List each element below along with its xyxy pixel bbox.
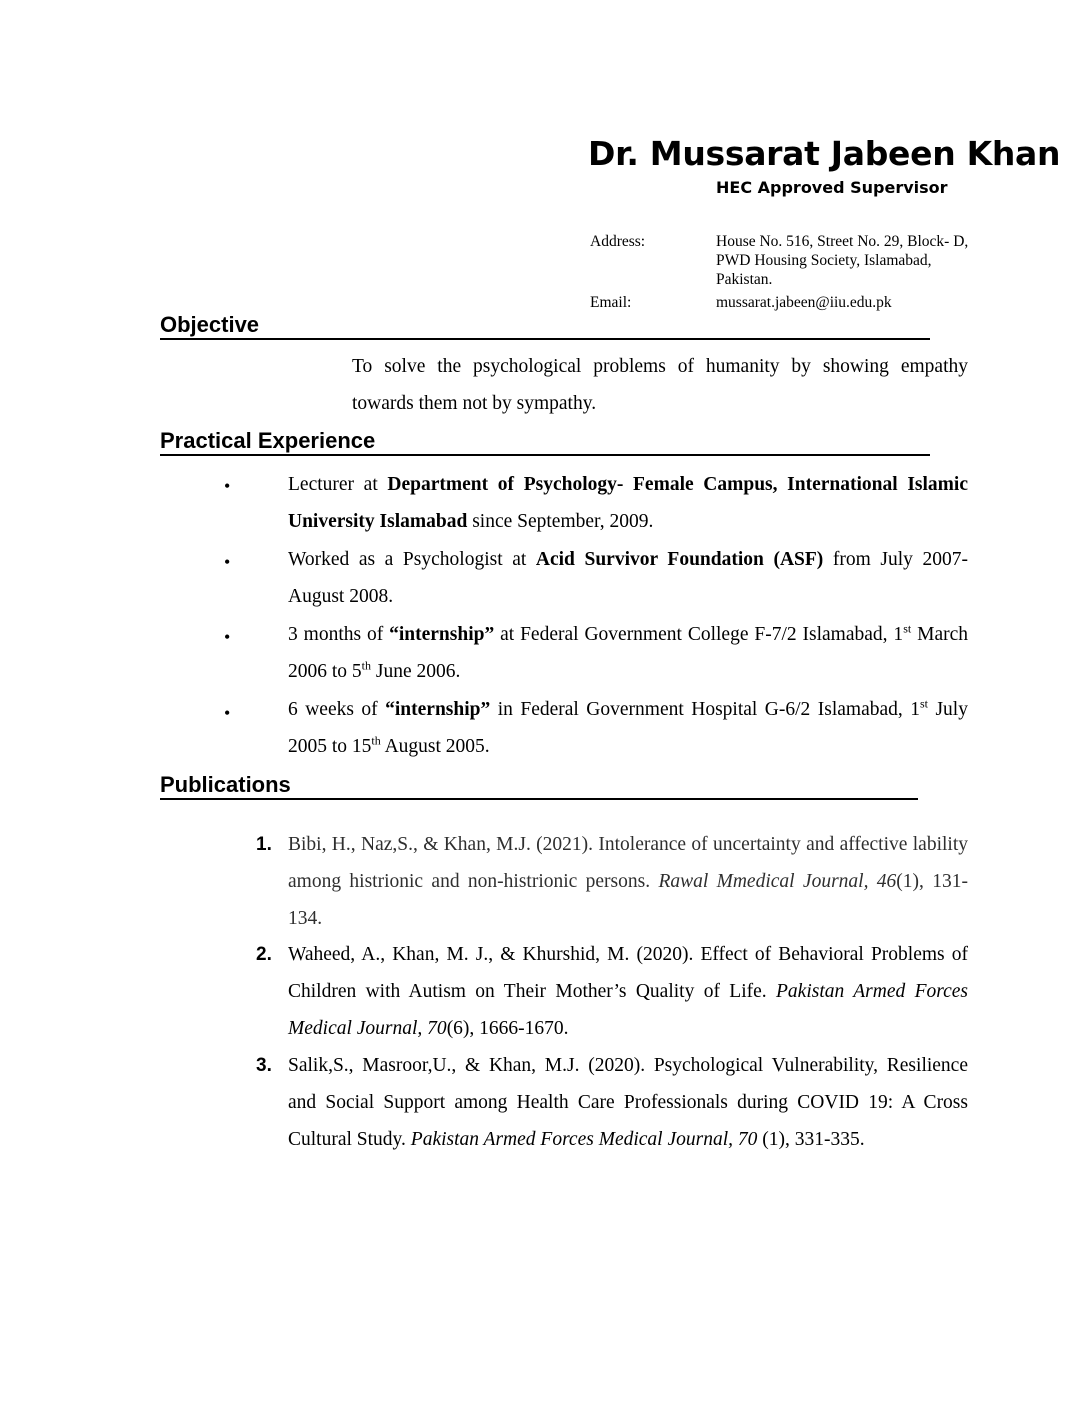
publication-journal: Pakistan Armed Forces Medical Journal, 70: [410, 1129, 758, 1150]
publication-citation: Waheed, A., Khan, M. J., & Khurshid, M. (2020). Effect of Behavioral Problems of Children with Autism on Their Mother’s Quality of Life.: [288, 944, 968, 1002]
bullet-icon: •: [224, 627, 231, 647]
bullet-icon: •: [224, 476, 231, 496]
person-subtitle: HEC Approved Supervisor: [716, 178, 948, 197]
experience-highlight: “internship”: [389, 624, 495, 645]
objective-heading-text: Objective: [160, 312, 260, 337]
publication-item: [288, 936, 968, 1047]
publication-citation: Salik,S., Masroor,U., & Khan, M.J. (2020). Psychological Vulnerability, Resilience and Social Support among Health Care Professionals during COVID 19: A Cross Cultural Study.: [288, 1055, 968, 1150]
experience-org: Acid Survivor Foundation (ASF): [535, 549, 824, 570]
publication-journal: Pakistan Armed Forces Medical Journal, 70: [288, 981, 968, 1039]
address-line: PWD Housing Society, Islamabad,: [716, 252, 932, 269]
experience-item: [288, 541, 968, 615]
address-line: Pakistan.: [716, 271, 773, 288]
address-label: Address:: [590, 233, 646, 250]
publication-pages: (1), 131-134.: [288, 871, 968, 929]
publication-item: [288, 826, 968, 937]
experience-item: [288, 616, 968, 690]
email-label: Email:: [590, 294, 632, 311]
bullet-icon: •: [224, 703, 231, 723]
experience-text: from July 2007- August 2008.: [288, 549, 968, 607]
publication-journal: Rawal Mmedical Journal, 46: [658, 871, 897, 892]
experience-highlight: “internship”: [385, 699, 491, 720]
experience-text: August 2005.: [380, 736, 490, 757]
bullet-icon: •: [224, 552, 231, 572]
address-value: [716, 232, 1016, 289]
ordinal-suffix: st: [903, 621, 912, 636]
experience-text: 3 months of: [288, 624, 390, 645]
publication-number: 1.: [256, 834, 272, 855]
experience-text: Worked as a Psychologist at: [288, 549, 536, 570]
ordinal-suffix: th: [361, 658, 372, 673]
experience-heading: [160, 428, 930, 456]
publication-number: 3.: [256, 1055, 272, 1076]
experience-heading-text: Practical Experience: [160, 428, 376, 453]
experience-text: at Federal Government College F-7/2 Islamabad, 1: [494, 624, 904, 645]
address-line: House No. 516, Street No. 29, Block- D,: [716, 233, 969, 250]
experience-text: 6 weeks of: [288, 699, 386, 720]
experience-text: since September, 2009.: [467, 511, 654, 532]
experience-org: Department of Psychology- Female Campus, International Islamic University Islamabad: [288, 474, 969, 532]
experience-item: [288, 466, 968, 540]
experience-text: July 2005 to 15: [288, 699, 968, 757]
publication-number: 2.: [256, 944, 272, 965]
experience-item: [288, 691, 968, 765]
experience-text: Lecturer at: [288, 474, 388, 495]
ordinal-suffix: st: [919, 696, 928, 711]
experience-text: June 2006.: [371, 661, 461, 682]
ordinal-suffix: th: [371, 733, 381, 748]
publications-heading-text: Publications: [160, 772, 291, 797]
publication-item: [288, 1047, 968, 1158]
publication-pages: (1), 331-335.: [757, 1129, 865, 1150]
person-name: Dr. Mussarat Jabeen Khan: [588, 134, 1061, 173]
experience-text: March 2006 to 5: [288, 624, 968, 682]
objective-text: To solve the psychological problems of humanity by showing empathy towards them not by sympathy.: [352, 356, 968, 414]
objective-heading: [160, 312, 930, 340]
experience-text: in Federal Government Hospital G-6/2 Islamabad, 1: [490, 699, 920, 720]
publications-heading: [160, 772, 918, 800]
email-value: mussarat.jabeen@iiu.edu.pk: [716, 294, 892, 311]
publication-citation: Bibi, H., Naz,S., & Khan, M.J. (2021). Intolerance of uncertainty and affective lability among histrionic and non-histrionic persons.: [288, 834, 968, 892]
publication-pages: (6), 1666-1670.: [446, 1018, 569, 1039]
